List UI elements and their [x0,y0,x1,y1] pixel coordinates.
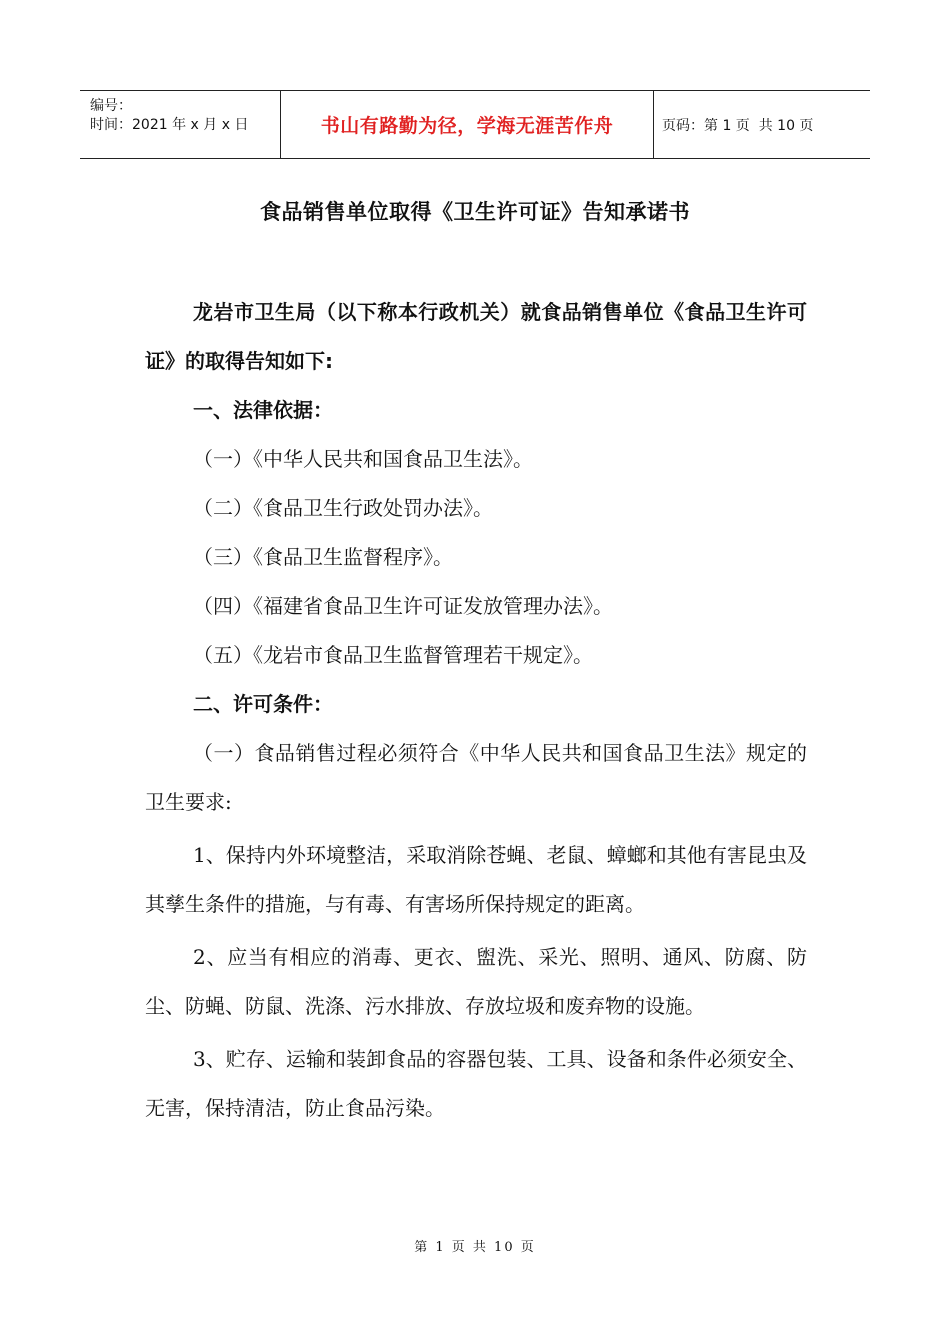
condition-item: 1、保持内外环境整洁，采取消除苍蝇、老鼠、蟑螂和其他有害昆虫及其孳生条件的措施，与有毒、有害场所保持规定的距离。 [145,843,807,916]
page-footer: 第 1 页 共 10 页 [414,1240,536,1255]
document-time: 时间：2021 年 x 月 x 日 [90,117,249,133]
header-meta [80,91,280,158]
law-item: （一）《中华人民共和国食品卫生法》。 [193,447,533,471]
document-number: 编号： [90,98,132,114]
section-heading-conditions: 二、许可条件： [193,692,333,716]
law-item: （二）《食品卫生行政处罚办法》。 [193,496,493,520]
intro-paragraph: 龙岩市卫生局（以下称本行政机关）就食品销售单位《食品卫生许可证》的取得告知如下: [145,300,807,373]
header-motto: 书山有路勤为径，学海无涯苦作舟 [280,91,654,158]
law-item: （三）《食品卫生监督程序》。 [193,545,453,569]
header-page-info: 页码：第 1 页 共 10 页 [662,117,814,134]
section-heading-legal-basis: 一、法律依据： [193,398,333,422]
law-item: （五）《龙岩市食品卫生监督管理若干规定》。 [193,643,593,667]
document-title: 食品销售单位取得《卫生许可证》告知承诺书 [260,200,690,224]
condition-item: 3、贮存、运输和装卸食品的容器包装、工具、设备和条件必须安全、无害，保持清洁，防止食品污染。 [145,1047,807,1120]
document-header [80,90,870,159]
condition-item: 2、应当有相应的消毒、更衣、盥洗、采光、照明、通风、防腐、防尘、防蝇、防鼠、洗涤、污水排放、存放垃圾和废弃物的设施。 [145,945,807,1018]
condition-intro: （一）食品销售过程必须符合《中华人民共和国食品卫生法》规定的卫生要求: [145,741,807,814]
document-body [145,288,807,1133]
law-item: （四）《福建省食品卫生许可证发放管理办法》。 [193,594,613,618]
